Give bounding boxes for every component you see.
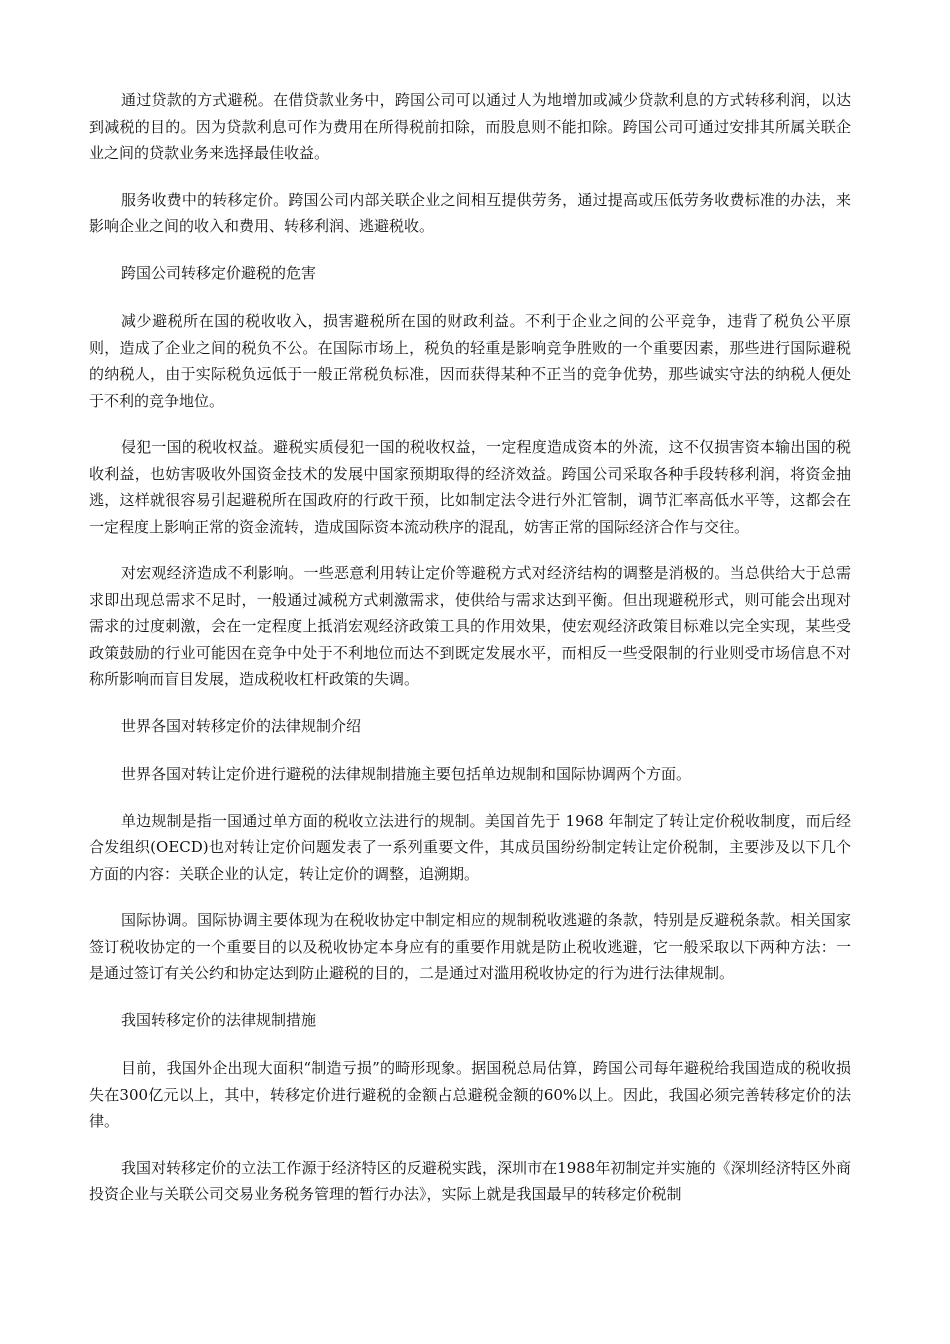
section-heading-harms: 跨国公司转移定价避税的危害 [121,263,317,282]
document-page [89,87,851,1228]
section-heading-world-regulation: 世界各国对转移定价的法律规制介绍 [121,716,362,735]
paragraph-loan-tax-avoidance: 通过贷款的方式避税。在借贷款业务中，跨国公司可以通过人为地增加或减少贷款利息的方式转移利润，以达到减税的目的。因为贷款利息可作为费用在所得税前扣除，而股息则不能扣除。跨国公司可通过安排其所属关联企业之间的贷款业务来选择最佳收益。 [89,91,851,162]
paragraph-international-coordination: 国际协调。国际协调主要体现为在税收协定中制定相应的规制税收逃避的条款，特别是反避税条款。相关国家签订税收协定的一个重要目的以及税收协定本身应有的重要作用就是防止税收逃避，它一般采取以下两种方法：一是通过签订有关公约和协定达到防止避税的目的，二是通过对滥用税收协定的行为进行法律规制。 [89,911,851,982]
paragraph-china-current-situation: 目前，我国外企出现大面积“制造亏损”的畸形现象。据国税总局估算，跨国公司每年避税给我国造成的税收损失在300亿元以上，其中，转移定价进行避税的金额占总避税金额的60%以上。因此，我国必须完善转移定价的法律。 [89,1059,851,1130]
section-heading-china-measures: 我国转移定价的法律规制措施 [121,1010,317,1029]
paragraph-unilateral-regulation: 单边规制是指一国通过单方面的税收立法进行的规制。美国首先于 1968 年制定了转让定价税收制度，而后经合发组织(OECD)也对转让定价问题发表了一系列重要文件，其成员国纷纷制定转让定价税制，主要涉及以下几个方面的内容：关联企业的认定，转让定价的调整，追溯期。 [89,811,851,883]
paragraph-regulation-overview: 世界各国对转让定价进行避税的法律规制措施主要包括单边规制和国际协调两个方面。 [121,765,692,783]
paragraph-china-legislation-origin: 我国对转移定价的立法工作源于经济特区的反避税实践，深圳市在1988年初制定并实施的《深圳经济特区外商投资企业与关联公司交易业务税务管理的暂行办法》，实际上就是我国最早的转移定价税制 [89,1158,851,1203]
paragraph-service-fee-transfer-pricing: 服务收费中的转移定价。跨国公司内部关联企业之间相互提供劳务，通过提高或压低劳务收费标准的办法，来影响企业之间的收入和费用、转移利润、逃避税收。 [89,190,851,235]
paragraph-reduce-tax-revenue: 减少避税所在国的税收收入，损害避税所在国的财政利益。不利于企业之间的公平竞争，违背了税负公平原则，造成了企业之间的税负不公。在国际市场上，税负的轻重是影响竞争胜败的一个重要因素，那些进行国际避税的纳税人，由于实际税负远低于一般正常税负标准，因而获得某种不正当的竞争优势，那些诚实守法的纳税人便处于不利的竞争地位。 [89,312,851,410]
paragraph-macroeconomic-impact: 对宏观经济造成不利影响。一些恶意利用转让定价等避税方式对经济结构的调整是消极的。当总供给大于总需求即出现总需求不足时，一般通过减税方式刺激需求，使供给与需求达到平衡。但出现避税形式，则可能会出现对需求的过度刺激，会在一定程度上抵消宏观经济政策工具的作用效果，使宏观经济政策目标难以完全实现，某些受政策鼓励的行业可能因在竞争中处于不利地位而达不到既定发展水平，而相反一些受限制的行业则受市场信息不对称所影响而盲目发展，造成税收杠杆政策的失调。 [89,564,851,688]
paragraph-infringe-tax-rights: 侵犯一国的税收权益。避税实质侵犯一国的税收权益，一定程度造成资本的外流，这不仅损害资本输出国的税收利益，也妨害吸收外国资金技术的发展中国家预期取得的经济效益。跨国公司采取各种手段转移利润，将资金抽逃，这样就很容易引起避税所在国政府的行政干预，比如制定法令进行外汇管制，调节汇率高低水平等，这都会在一定程度上影响正常的资金流转，造成国际资本流动秩序的混乱，妨害正常的国际经济合作与交往。 [89,438,851,536]
